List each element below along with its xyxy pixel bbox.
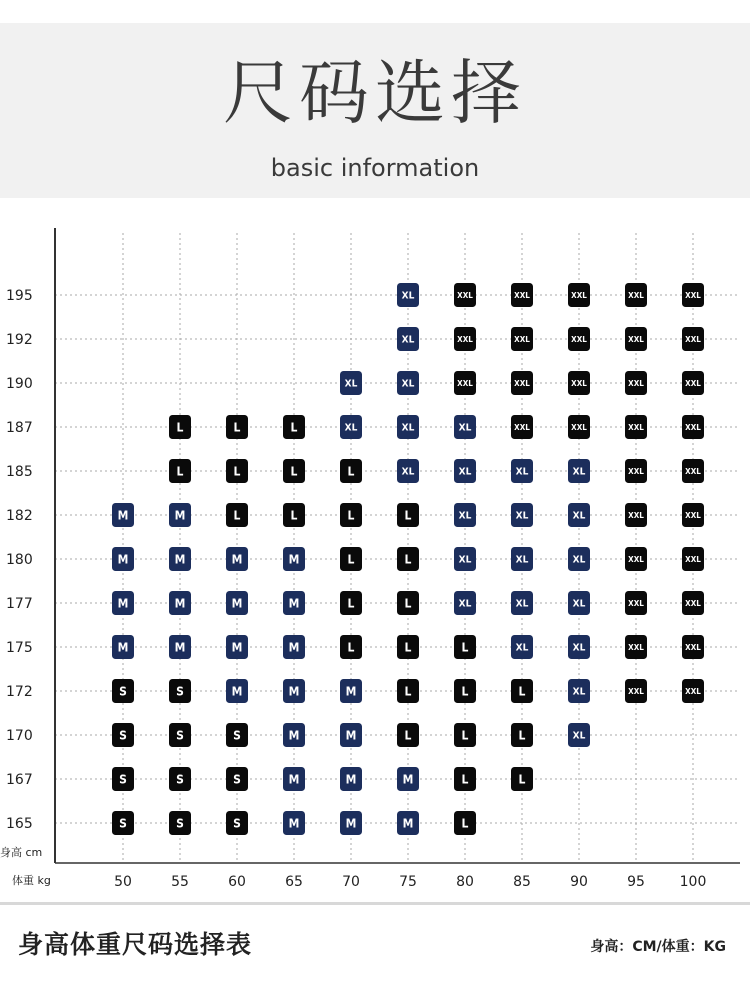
x-tick-label: 95: [627, 874, 645, 890]
size-tag-label: XXL: [571, 422, 587, 432]
y-tick-label: 172: [6, 684, 33, 700]
size-tag-label: S: [176, 816, 184, 831]
header-banner: [0, 23, 750, 198]
size-tag-label: L: [233, 464, 241, 479]
size-tag-label: L: [290, 508, 298, 523]
page-subtitle: basic information: [270, 154, 480, 182]
size-tag-label: M: [288, 596, 300, 611]
size-tag-label: XL: [572, 730, 586, 742]
x-axis-label: 体重 kg: [12, 874, 51, 887]
x-tick-label: 90: [570, 874, 588, 890]
size-tag-label: S: [233, 816, 241, 831]
footer-unit-note: 身高：CM/体重：KG: [590, 939, 726, 955]
y-axis-label: 身高 cm: [0, 846, 43, 859]
size-tag-label: M: [117, 596, 129, 611]
size-tag-label: S: [233, 728, 241, 743]
y-tick-label: 182: [6, 508, 33, 524]
size-tag-label: XXL: [628, 422, 644, 432]
size-tag-label: XXL: [571, 290, 587, 300]
size-tag-label: XXL: [457, 290, 473, 300]
size-tag-label: XXL: [628, 554, 644, 564]
size-tag-label: M: [174, 640, 186, 655]
size-tag-label: S: [176, 684, 184, 699]
size-tag-label: XXL: [685, 334, 701, 344]
size-tag-label: M: [231, 552, 243, 567]
size-tag-label: XL: [401, 290, 415, 302]
y-tick-label: 170: [6, 728, 33, 744]
size-tag-label: XL: [572, 510, 586, 522]
size-tag-label: M: [174, 596, 186, 611]
size-tag-label: M: [231, 640, 243, 655]
size-tag-label: M: [231, 684, 243, 699]
size-tag-label: L: [461, 816, 469, 831]
size-tag-label: XL: [572, 686, 586, 698]
footer-divider: [0, 902, 750, 905]
size-tag-label: XL: [344, 378, 358, 390]
y-tick-label: 177: [6, 596, 33, 612]
size-tag-label: XXL: [628, 510, 644, 520]
size-tag-label: XL: [572, 642, 586, 654]
size-tag-label: XL: [515, 466, 529, 478]
size-tag-label: XL: [344, 422, 358, 434]
y-tick-label: 175: [6, 640, 33, 656]
size-tag-label: M: [174, 552, 186, 567]
x-tick-label: 55: [171, 874, 189, 890]
size-tag-label: S: [119, 684, 127, 699]
size-tag-label: M: [402, 816, 414, 831]
size-tag-label: L: [404, 552, 412, 567]
size-tag-label: M: [345, 772, 357, 787]
size-tag-label: L: [347, 508, 355, 523]
size-tag-label: L: [176, 464, 184, 479]
size-tag-label: L: [461, 684, 469, 699]
size-tag-label: XXL: [571, 378, 587, 388]
size-tag-label: M: [345, 684, 357, 699]
size-tag-label: L: [176, 420, 184, 435]
size-tag-label: M: [288, 640, 300, 655]
size-tag-label: M: [345, 728, 357, 743]
size-tag-label: L: [461, 772, 469, 787]
size-tag-label: L: [461, 728, 469, 743]
page-title: 尺码选择: [223, 52, 527, 134]
size-tag-label: XXL: [628, 378, 644, 388]
size-tag-label: S: [119, 816, 127, 831]
y-tick-label: 180: [6, 552, 33, 568]
size-tag-label: S: [233, 772, 241, 787]
size-tag-label: L: [347, 640, 355, 655]
size-tag-label: XL: [458, 422, 472, 434]
size-tag-label: M: [117, 552, 129, 567]
size-tag-label: L: [404, 508, 412, 523]
size-tag-label: L: [404, 728, 412, 743]
x-tick-label: 65: [285, 874, 303, 890]
size-tag-label: XL: [572, 598, 586, 610]
size-tag-label: L: [518, 684, 526, 699]
size-tag-label: S: [119, 728, 127, 743]
size-tag-label: XL: [572, 466, 586, 478]
size-tag-label: XL: [401, 334, 415, 346]
size-tag-label: L: [404, 684, 412, 699]
y-tick-label: 190: [6, 376, 33, 392]
size-tag-label: M: [288, 816, 300, 831]
size-tag-label: M: [288, 552, 300, 567]
size-tag-label: XL: [401, 378, 415, 390]
size-tag-label: XL: [458, 598, 472, 610]
size-tag-label: XXL: [628, 290, 644, 300]
size-tag-label: XL: [515, 642, 529, 654]
size-tag-label: XL: [515, 554, 529, 566]
y-tick-label: 167: [6, 772, 33, 788]
size-tag-label: XXL: [628, 598, 644, 608]
size-tag-label: XL: [515, 598, 529, 610]
size-tag-label: XL: [458, 466, 472, 478]
size-tag-label: XXL: [628, 642, 644, 652]
size-tag-label: L: [347, 464, 355, 479]
size-tag-label: XXL: [628, 686, 644, 696]
size-tag-label: XXL: [628, 466, 644, 476]
size-tag-label: XXL: [457, 334, 473, 344]
size-grid-chart: [0, 200, 750, 900]
x-tick-label: 60: [228, 874, 246, 890]
size-tag-label: L: [404, 640, 412, 655]
size-tag-label: XXL: [685, 598, 701, 608]
y-tick-label: 192: [6, 332, 33, 348]
x-tick-label: 80: [456, 874, 474, 890]
size-tag-label: L: [347, 552, 355, 567]
size-tag-label: L: [518, 772, 526, 787]
x-tick-label: 70: [342, 874, 360, 890]
size-tag-label: XXL: [685, 686, 701, 696]
y-tick-label: 195: [6, 288, 33, 304]
size-tag-label: L: [233, 508, 241, 523]
size-tag-label: XXL: [685, 378, 701, 388]
size-tag-label: XL: [458, 510, 472, 522]
footer-title: 身高体重尺码选择表: [18, 930, 253, 959]
size-tag-label: XXL: [628, 334, 644, 344]
size-tag-label: M: [288, 728, 300, 743]
size-tag-label: L: [290, 464, 298, 479]
size-tag-label: M: [117, 508, 129, 523]
x-tick-label: 100: [679, 874, 707, 890]
size-tag-label: XXL: [685, 510, 701, 520]
size-tag-label: XXL: [514, 378, 530, 388]
y-tick-label: 185: [6, 464, 33, 480]
size-tag-label: XXL: [685, 466, 701, 476]
size-tag-label: L: [290, 420, 298, 435]
x-tick-label: 85: [513, 874, 531, 890]
size-tag-label: M: [117, 640, 129, 655]
size-tag-label: XXL: [685, 422, 701, 432]
y-tick-label: 165: [6, 816, 33, 832]
size-tag-label: XL: [458, 554, 472, 566]
size-tag-label: XXL: [685, 554, 701, 564]
size-tag-label: XXL: [685, 642, 701, 652]
size-tag-label: XXL: [685, 290, 701, 300]
size-tag-label: XL: [515, 510, 529, 522]
size-tag-label: M: [288, 684, 300, 699]
size-tag-label: S: [119, 772, 127, 787]
size-tag-label: XXL: [514, 422, 530, 432]
y-tick-label: 187: [6, 420, 33, 436]
size-tag-label: S: [176, 772, 184, 787]
x-tick-label: 75: [399, 874, 417, 890]
size-tag-label: XXL: [457, 378, 473, 388]
size-tag-label: XXL: [514, 334, 530, 344]
size-tag-label: L: [518, 728, 526, 743]
size-tag-label: M: [345, 816, 357, 831]
size-tag-label: XXL: [571, 334, 587, 344]
x-tick-label: 50: [114, 874, 132, 890]
size-tag-label: M: [231, 596, 243, 611]
size-tag-label: XL: [401, 422, 415, 434]
size-tag-label: XXL: [514, 290, 530, 300]
size-tag-label: M: [288, 772, 300, 787]
size-tag-label: L: [461, 640, 469, 655]
size-tag-label: L: [347, 596, 355, 611]
size-tag-label: M: [174, 508, 186, 523]
size-tag-label: L: [404, 596, 412, 611]
size-tag-label: XL: [572, 554, 586, 566]
size-tag-label: M: [402, 772, 414, 787]
size-tag-label: XL: [401, 466, 415, 478]
size-tag-label: L: [233, 420, 241, 435]
size-tag-label: S: [176, 728, 184, 743]
